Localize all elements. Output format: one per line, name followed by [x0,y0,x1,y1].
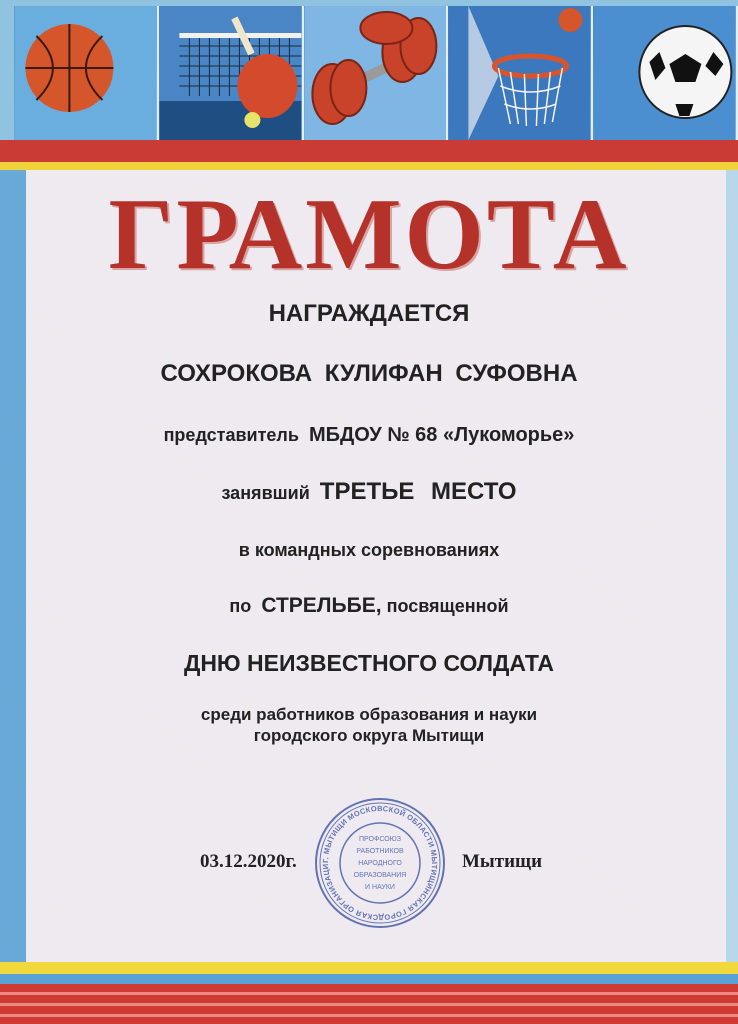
svg-text:ПРОФСОЮЗ: ПРОФСОЮЗ [359,836,401,843]
certificate-title: ГРАМОТА [108,178,630,291]
dedication-line: ДНЮ НЕИЗВЕСТНОГО СОЛДАТА [183,650,555,676]
official-stamp [312,795,448,931]
audience-line-2: городского округа Мытищи [253,726,485,745]
right-border [726,170,738,980]
soccer-ball-icon [593,6,738,140]
place-line [0,478,738,506]
competition-line: в командных соревнованиях [238,540,500,560]
issue-city: Мытищи [462,851,543,872]
sport-suffix: посвященной [386,596,509,616]
bottom-blue-stripe [0,974,738,984]
sport-name: СТРЕЛЬБЕ, [261,594,382,617]
svg-text:ОБРАЗОВАНИЯ: ОБРАЗОВАНИЯ [353,872,407,879]
svg-text:И НАУКИ: И НАУКИ [365,884,395,891]
recipient-name: СОХРОКОВА КУЛИФАН СУФОВНА [160,360,578,387]
audience-line-1: среди работников образования и науки [200,705,538,724]
bottom-red-stripes [0,984,738,1024]
sport-line [0,594,738,618]
bottom-yellow-stripe [0,962,738,974]
basketball-icon [14,6,159,140]
place-prefix: занявший [221,483,310,503]
place-value: ТРЕТЬЕ МЕСТО [319,478,517,505]
sport-prefix: по [229,596,252,616]
dumbbell-icon [304,6,449,140]
organization-name: МБДОУ № 68 «Лукоморье» [308,424,575,446]
representative-line [0,424,738,447]
representative-prefix: представитель [163,425,299,445]
left-blue-border [0,170,26,980]
table-tennis-icon [159,6,304,140]
basketball-hoop-icon [448,6,593,140]
svg-text:РАБОТНИКОВ: РАБОТНИКОВ [356,848,404,855]
svg-text:Г. МЫТИЩИ МОСКОВСКОЙ ОБЛАСТИ М: Г. МЫТИЩИ МОСКОВСКОЙ ОБЛАСТИ МЫТИЩИНСКАЯ ГОРОДСКАЯ ОРГАНИЗАЦИ [320,803,440,923]
sports-banner [14,6,738,140]
svg-text:НАРОДНОГО: НАРОДНОГО [358,860,402,867]
top-yellow-stripe [0,162,738,170]
top-red-stripe [0,140,738,162]
awarded-heading: НАГРАЖДАЕТСЯ [268,300,470,327]
issue-date: 03.12.2020г. [200,851,297,872]
